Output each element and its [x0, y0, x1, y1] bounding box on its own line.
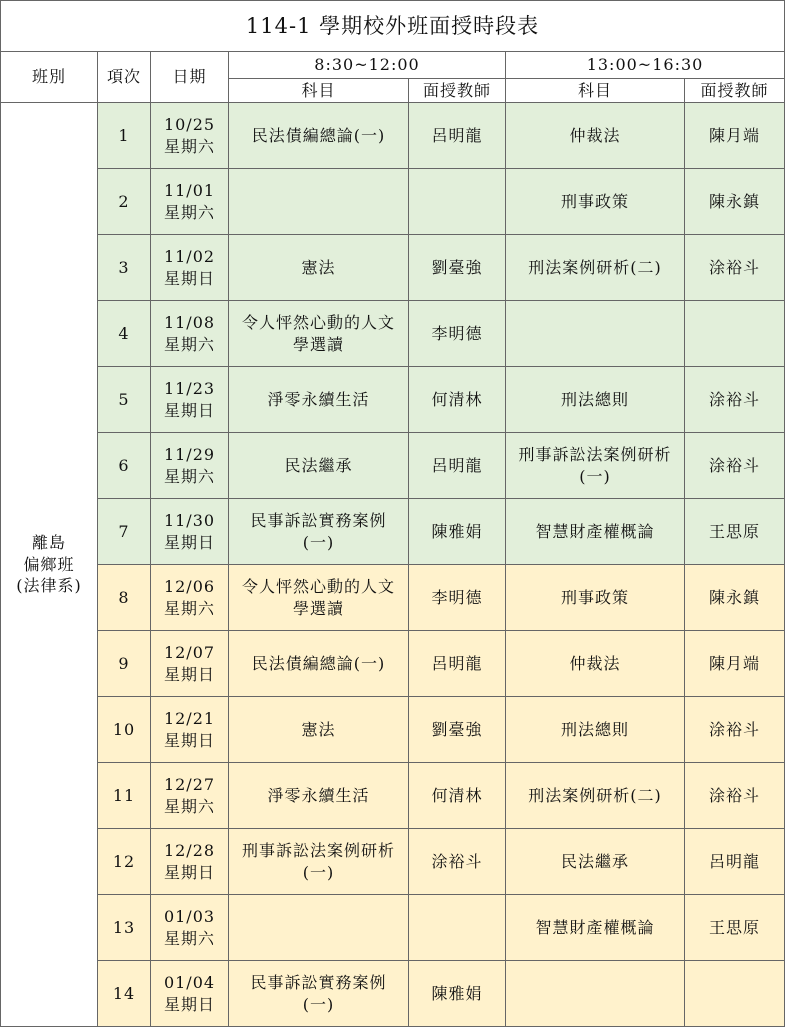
pm-subject: 刑法案例研析(二) — [506, 763, 685, 829]
date-cell — [151, 895, 229, 961]
header-pm-teacher: 面授教師 — [685, 79, 785, 103]
date-cell — [151, 103, 229, 169]
table-row — [1, 631, 785, 697]
pm-subject: 仲裁法 — [506, 103, 685, 169]
item-number: 5 — [98, 367, 151, 433]
date-cell — [151, 565, 229, 631]
header-am-teacher: 面授教師 — [409, 79, 506, 103]
item-number: 1 — [98, 103, 151, 169]
date-value: 11/01 — [163, 180, 216, 200]
am-subject: 憲法 — [229, 697, 409, 763]
date-cell — [151, 829, 229, 895]
pm-teacher: 陳月端 — [685, 103, 785, 169]
pm-teacher: 涂裕斗 — [685, 235, 785, 301]
table-row — [1, 301, 785, 367]
am-teacher — [409, 169, 506, 235]
weekday-value: 星期日 — [163, 862, 215, 882]
date-cell — [151, 631, 229, 697]
item-number: 10 — [98, 697, 151, 763]
date-value: 10/25 — [163, 114, 216, 134]
am-subject — [229, 169, 409, 235]
weekday-value: 星期日 — [163, 730, 215, 750]
table-row — [1, 367, 785, 433]
pm-subject: 智慧財產權概論 — [506, 895, 685, 961]
pm-teacher: 王思原 — [685, 895, 785, 961]
pm-subject: 刑法案例研析(二) — [506, 235, 685, 301]
table-row — [1, 895, 785, 961]
header-item: 項次 — [98, 52, 151, 103]
date-value: 01/03 — [163, 906, 216, 926]
am-teacher: 呂明龍 — [409, 103, 506, 169]
header-morning-session: 8:30~12:00 — [229, 52, 506, 79]
pm-subject: 民法繼承 — [506, 829, 685, 895]
page-title: 114-1 學期校外班面授時段表 — [1, 1, 785, 52]
am-subject: 憲法 — [229, 235, 409, 301]
date-cell — [151, 961, 229, 1027]
am-subject: 民法債編總論(一) — [229, 631, 409, 697]
date-cell — [151, 367, 229, 433]
item-number: 8 — [98, 565, 151, 631]
item-number: 6 — [98, 433, 151, 499]
date-cell — [151, 499, 229, 565]
table-row — [1, 763, 785, 829]
pm-teacher: 陳永鎮 — [685, 169, 785, 235]
am-subject: 令人怦然心動的人文學選讀 — [229, 565, 409, 631]
pm-teacher: 涂裕斗 — [685, 367, 785, 433]
date-cell — [151, 697, 229, 763]
pm-teacher: 涂裕斗 — [685, 433, 785, 499]
am-subject: 淨零永續生活 — [229, 763, 409, 829]
date-value: 11/30 — [163, 510, 216, 530]
table-row — [1, 169, 785, 235]
pm-teacher: 涂裕斗 — [685, 697, 785, 763]
table-row — [1, 103, 785, 169]
weekday-value: 星期日 — [163, 664, 215, 684]
pm-subject: 刑事訴訟法案例研析(一) — [506, 433, 685, 499]
pm-teacher — [685, 301, 785, 367]
date-cell — [151, 763, 229, 829]
pm-teacher: 王思原 — [685, 499, 785, 565]
date-value: 12/07 — [163, 642, 216, 662]
table-row — [1, 961, 785, 1027]
pm-subject: 智慧財產權概論 — [506, 499, 685, 565]
date-value: 11/23 — [163, 378, 216, 398]
pm-subject: 刑事政策 — [506, 565, 685, 631]
schedule-body — [1, 103, 785, 1027]
weekday-value: 星期日 — [163, 268, 215, 288]
am-teacher: 李明德 — [409, 301, 506, 367]
item-number: 14 — [98, 961, 151, 1027]
am-teacher — [409, 895, 506, 961]
item-number: 11 — [98, 763, 151, 829]
weekday-value: 星期六 — [163, 202, 215, 222]
class-group-cell — [1, 103, 98, 1027]
am-teacher: 陳雅娟 — [409, 961, 506, 1027]
am-subject: 民事訴訟實務案例(一) — [229, 961, 409, 1027]
pm-teacher: 呂明龍 — [685, 829, 785, 895]
weekday-value: 星期六 — [163, 136, 215, 156]
header-am-subject: 科目 — [229, 79, 409, 103]
item-number: 12 — [98, 829, 151, 895]
weekday-value: 星期六 — [163, 334, 215, 354]
pm-subject — [506, 301, 685, 367]
weekday-value: 星期六 — [163, 598, 215, 618]
am-subject: 淨零永續生活 — [229, 367, 409, 433]
date-cell — [151, 169, 229, 235]
table-row — [1, 565, 785, 631]
item-number: 2 — [98, 169, 151, 235]
class-group-line1: 離島 — [31, 533, 66, 553]
am-teacher: 呂明龍 — [409, 433, 506, 499]
am-subject — [229, 895, 409, 961]
table-row — [1, 235, 785, 301]
item-number: 4 — [98, 301, 151, 367]
am-teacher: 劉臺強 — [409, 235, 506, 301]
header-afternoon-session: 13:00~16:30 — [506, 52, 785, 79]
weekday-value: 星期六 — [163, 796, 215, 816]
weekday-value: 星期六 — [163, 928, 215, 948]
date-value: 11/29 — [163, 444, 216, 464]
header-date: 日期 — [151, 52, 229, 103]
date-value: 12/28 — [163, 840, 216, 860]
pm-subject — [506, 961, 685, 1027]
am-teacher: 陳雅娟 — [409, 499, 506, 565]
weekday-value: 星期日 — [163, 994, 215, 1014]
date-value: 01/04 — [163, 972, 216, 992]
class-group-line2: 偏鄉班 — [23, 554, 75, 574]
date-cell — [151, 433, 229, 499]
weekday-value: 星期日 — [163, 400, 215, 420]
am-subject: 民法繼承 — [229, 433, 409, 499]
am-teacher: 劉臺強 — [409, 697, 506, 763]
table-row — [1, 697, 785, 763]
pm-subject: 刑事政策 — [506, 169, 685, 235]
am-teacher: 涂裕斗 — [409, 829, 506, 895]
table-row — [1, 433, 785, 499]
am-teacher: 呂明龍 — [409, 631, 506, 697]
item-number: 3 — [98, 235, 151, 301]
header-pm-subject: 科目 — [506, 79, 685, 103]
pm-subject: 刑法總則 — [506, 367, 685, 433]
pm-teacher: 涂裕斗 — [685, 763, 785, 829]
date-value: 12/06 — [163, 576, 216, 596]
date-cell — [151, 235, 229, 301]
pm-teacher: 陳月端 — [685, 631, 785, 697]
am-subject: 刑事訴訟法案例研析(一) — [229, 829, 409, 895]
item-number: 7 — [98, 499, 151, 565]
class-group-line3: (法律系) — [16, 576, 82, 596]
date-cell — [151, 301, 229, 367]
pm-subject: 刑法總則 — [506, 697, 685, 763]
header-class: 班別 — [1, 52, 98, 103]
am-subject: 民事訴訟實務案例(一) — [229, 499, 409, 565]
item-number: 13 — [98, 895, 151, 961]
am-teacher: 李明德 — [409, 565, 506, 631]
weekday-value: 星期六 — [163, 466, 215, 486]
am-subject: 民法債編總論(一) — [229, 103, 409, 169]
date-value: 12/21 — [163, 708, 216, 728]
table-row — [1, 829, 785, 895]
item-number: 9 — [98, 631, 151, 697]
date-value: 11/08 — [163, 312, 216, 332]
am-teacher: 何清林 — [409, 763, 506, 829]
weekday-value: 星期日 — [163, 532, 215, 552]
pm-subject: 仲裁法 — [506, 631, 685, 697]
pm-teacher: 陳永鎮 — [685, 565, 785, 631]
am-teacher: 何清林 — [409, 367, 506, 433]
date-value: 11/02 — [163, 246, 216, 266]
pm-teacher — [685, 961, 785, 1027]
table-row — [1, 499, 785, 565]
date-value: 12/27 — [163, 774, 216, 794]
am-subject: 令人怦然心動的人文學選讀 — [229, 301, 409, 367]
